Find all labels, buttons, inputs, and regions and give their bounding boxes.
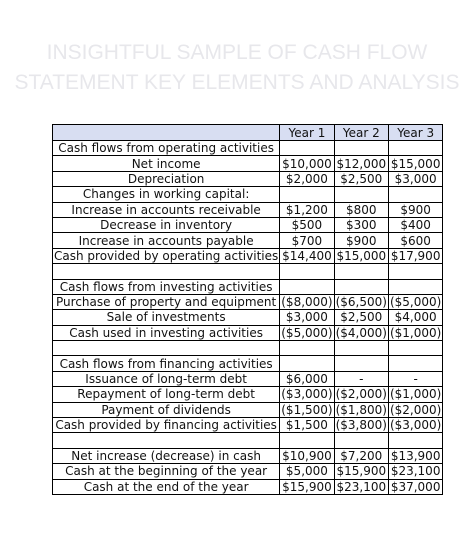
year-3-value-cell[interactable]: $15,000 xyxy=(388,156,442,171)
year-2-value-cell[interactable]: - xyxy=(334,371,388,386)
year-2-value-cell[interactable]: $12,000 xyxy=(334,156,388,171)
year-3-value-cell[interactable]: ($1,000) xyxy=(389,387,442,402)
table-row xyxy=(53,233,443,248)
table-row xyxy=(53,187,443,202)
table-row xyxy=(53,156,443,171)
row-label-cell[interactable]: Cash flows from operating activities xyxy=(53,141,280,156)
cash-flow-table xyxy=(52,124,443,495)
table-row xyxy=(53,294,443,309)
year-3-value-cell[interactable] xyxy=(388,433,442,448)
year-2-value-cell[interactable]: $300 xyxy=(334,217,388,232)
year-2-value-cell[interactable] xyxy=(334,141,388,156)
year-2-value-cell[interactable]: $7,200 xyxy=(334,448,388,463)
table-row xyxy=(53,448,443,463)
year-1-value-cell[interactable] xyxy=(280,141,334,156)
year-1-value-cell[interactable]: $1,200 xyxy=(280,202,334,217)
year-2-value-cell[interactable]: $2,500 xyxy=(334,171,388,186)
year-2-value-cell[interactable]: $23,100 xyxy=(334,479,388,494)
year-3-value-cell[interactable]: ($2,000) xyxy=(389,402,442,417)
row-label-cell[interactable]: Purchase of property and equipment xyxy=(53,294,280,309)
year-3-value-cell[interactable] xyxy=(388,264,442,279)
table-header-row xyxy=(53,125,443,141)
table-row xyxy=(53,264,443,279)
row-label-cell[interactable]: Cash provided by operating activities xyxy=(54,248,279,263)
year-3-value-cell[interactable]: $3,000 xyxy=(388,171,442,186)
year-2-value-cell[interactable] xyxy=(334,356,388,371)
table-row xyxy=(53,387,443,402)
row-label-cell[interactable]: Repayment of long-term debt xyxy=(53,387,280,402)
row-label-cell[interactable]: Changes in working capital: xyxy=(53,187,280,202)
year-2-value-cell[interactable] xyxy=(334,279,388,294)
header-cell-year-2[interactable]: Year 2 xyxy=(334,125,388,141)
year-1-value-cell[interactable]: $700 xyxy=(280,233,334,248)
year-1-value-cell[interactable]: ($3,000) xyxy=(281,387,333,402)
table-row xyxy=(53,479,443,494)
year-1-value-cell[interactable] xyxy=(280,433,334,448)
table-row xyxy=(53,248,443,263)
year-1-value-cell[interactable] xyxy=(280,356,334,371)
year-3-value-cell[interactable]: ($5,000) xyxy=(389,295,442,310)
row-label-cell[interactable]: Cash at the beginning of the year xyxy=(53,464,280,479)
row-label-cell[interactable]: Net increase (decrease) in cash xyxy=(53,448,280,463)
year-3-value-cell[interactable]: $4,000 xyxy=(388,310,442,325)
page-title xyxy=(0,38,474,98)
year-3-value-cell[interactable]: $600 xyxy=(388,233,442,248)
row-label-cell[interactable]: Cash flows from investing activities xyxy=(53,279,280,294)
year-3-value-cell[interactable]: $17,900 xyxy=(388,248,442,263)
row-label-cell[interactable]: Decrease in inventory xyxy=(53,217,280,232)
year-3-value-cell[interactable]: $900 xyxy=(388,202,442,217)
year-3-value-cell[interactable] xyxy=(388,279,442,294)
row-label-cell[interactable]: Increase in accounts payable xyxy=(53,233,280,248)
year-1-value-cell[interactable] xyxy=(280,187,334,202)
row-label-cell[interactable]: Cash flows from financing activities xyxy=(53,356,280,371)
year-3-value-cell[interactable] xyxy=(388,141,442,156)
table-row xyxy=(53,171,443,186)
year-2-value-cell[interactable] xyxy=(334,187,388,202)
year-2-value-cell[interactable]: ($3,800) xyxy=(335,418,387,433)
year-1-value-cell[interactable]: $500 xyxy=(280,217,334,232)
table-row xyxy=(53,402,443,417)
year-3-value-cell[interactable]: $13,900 xyxy=(388,448,442,463)
table-row xyxy=(53,418,443,433)
year-1-value-cell[interactable]: $5,000 xyxy=(280,464,334,479)
year-1-value-cell[interactable]: ($8,000) xyxy=(281,295,333,310)
year-3-value-cell[interactable]: - xyxy=(388,371,442,386)
year-2-value-cell[interactable]: $900 xyxy=(334,233,388,248)
year-2-value-cell[interactable]: ($2,000) xyxy=(335,387,387,402)
year-1-value-cell[interactable]: $3,000 xyxy=(280,310,334,325)
table-row xyxy=(53,341,443,356)
year-1-value-cell[interactable]: $10,000 xyxy=(280,156,334,171)
year-2-value-cell[interactable]: ($1,800) xyxy=(335,402,387,417)
year-2-value-cell[interactable] xyxy=(334,264,388,279)
year-1-value-cell[interactable]: $15,900 xyxy=(280,479,334,494)
year-1-value-cell[interactable] xyxy=(280,279,334,294)
year-1-value-cell[interactable] xyxy=(280,264,334,279)
year-3-value-cell[interactable]: $23,100 xyxy=(388,464,442,479)
table-row xyxy=(53,464,443,479)
year-2-value-cell[interactable]: ($4,000) xyxy=(335,325,387,340)
year-3-value-cell[interactable]: ($3,000) xyxy=(389,418,442,433)
table-row xyxy=(53,217,443,232)
table-row xyxy=(53,325,443,340)
year-1-value-cell[interactable]: ($5,000) xyxy=(281,325,333,340)
table-row xyxy=(53,371,443,386)
row-label-cell[interactable]: Depreciation xyxy=(53,171,280,186)
year-3-value-cell[interactable]: $400 xyxy=(388,217,442,232)
row-label-cell[interactable] xyxy=(53,264,280,279)
table-row xyxy=(53,433,443,448)
row-label-cell[interactable] xyxy=(53,433,280,448)
year-3-value-cell[interactable]: $37,000 xyxy=(388,479,442,494)
year-1-value-cell[interactable]: $2,000 xyxy=(280,171,334,186)
row-label-cell[interactable]: Cash at the end of the year xyxy=(53,479,280,494)
table-row xyxy=(53,202,443,217)
page-title-line-1: INSIGHTFUL SAMPLE OF CASH FLOW xyxy=(46,41,428,64)
year-2-value-cell[interactable]: ($6,500) xyxy=(335,295,387,310)
row-label-cell[interactable]: Net income xyxy=(53,156,280,171)
year-3-value-cell[interactable] xyxy=(388,187,442,202)
header-cell-year-1[interactable]: Year 1 xyxy=(280,125,334,141)
row-label-cell[interactable]: Cash provided by financing activities xyxy=(53,418,280,433)
row-label-cell[interactable]: Sale of investments xyxy=(53,310,280,325)
header-cell-year-3[interactable]: Year 3 xyxy=(388,125,442,141)
row-label-cell[interactable]: Payment of dividends xyxy=(53,402,280,417)
table-row xyxy=(53,310,443,325)
cash-flow-table-body xyxy=(53,125,443,495)
year-2-value-cell[interactable]: $15,900 xyxy=(334,464,388,479)
year-1-value-cell[interactable]: $14,400 xyxy=(280,248,334,263)
year-1-value-cell[interactable]: $1,500 xyxy=(280,418,334,433)
year-3-value-cell[interactable] xyxy=(388,356,442,371)
row-label-cell[interactable]: Cash used in investing activities xyxy=(53,325,280,340)
year-3-value-cell[interactable]: ($1,000) xyxy=(389,325,442,340)
table-row xyxy=(53,356,443,371)
year-1-value-cell[interactable]: ($1,500) xyxy=(281,402,333,417)
page-title-line-2: STATEMENT KEY ELEMENTS AND ANALYSIS xyxy=(14,71,460,94)
year-2-value-cell[interactable] xyxy=(334,341,388,356)
year-3-value-cell[interactable] xyxy=(388,341,442,356)
header-cell-label[interactable] xyxy=(53,125,280,141)
year-1-value-cell[interactable]: $6,000 xyxy=(280,371,334,386)
row-label-cell[interactable] xyxy=(53,341,280,356)
table-row xyxy=(53,141,443,156)
year-1-value-cell[interactable] xyxy=(280,341,334,356)
year-2-value-cell[interactable] xyxy=(334,433,388,448)
row-label-cell[interactable]: Increase in accounts receivable xyxy=(53,202,280,217)
row-label-cell[interactable]: Issuance of long-term debt xyxy=(53,371,280,386)
year-2-value-cell[interactable]: $800 xyxy=(334,202,388,217)
year-2-value-cell[interactable]: $15,000 xyxy=(334,248,388,263)
year-1-value-cell[interactable]: $10,900 xyxy=(280,448,334,463)
table-row xyxy=(53,279,443,294)
year-2-value-cell[interactable]: $2,500 xyxy=(334,310,388,325)
